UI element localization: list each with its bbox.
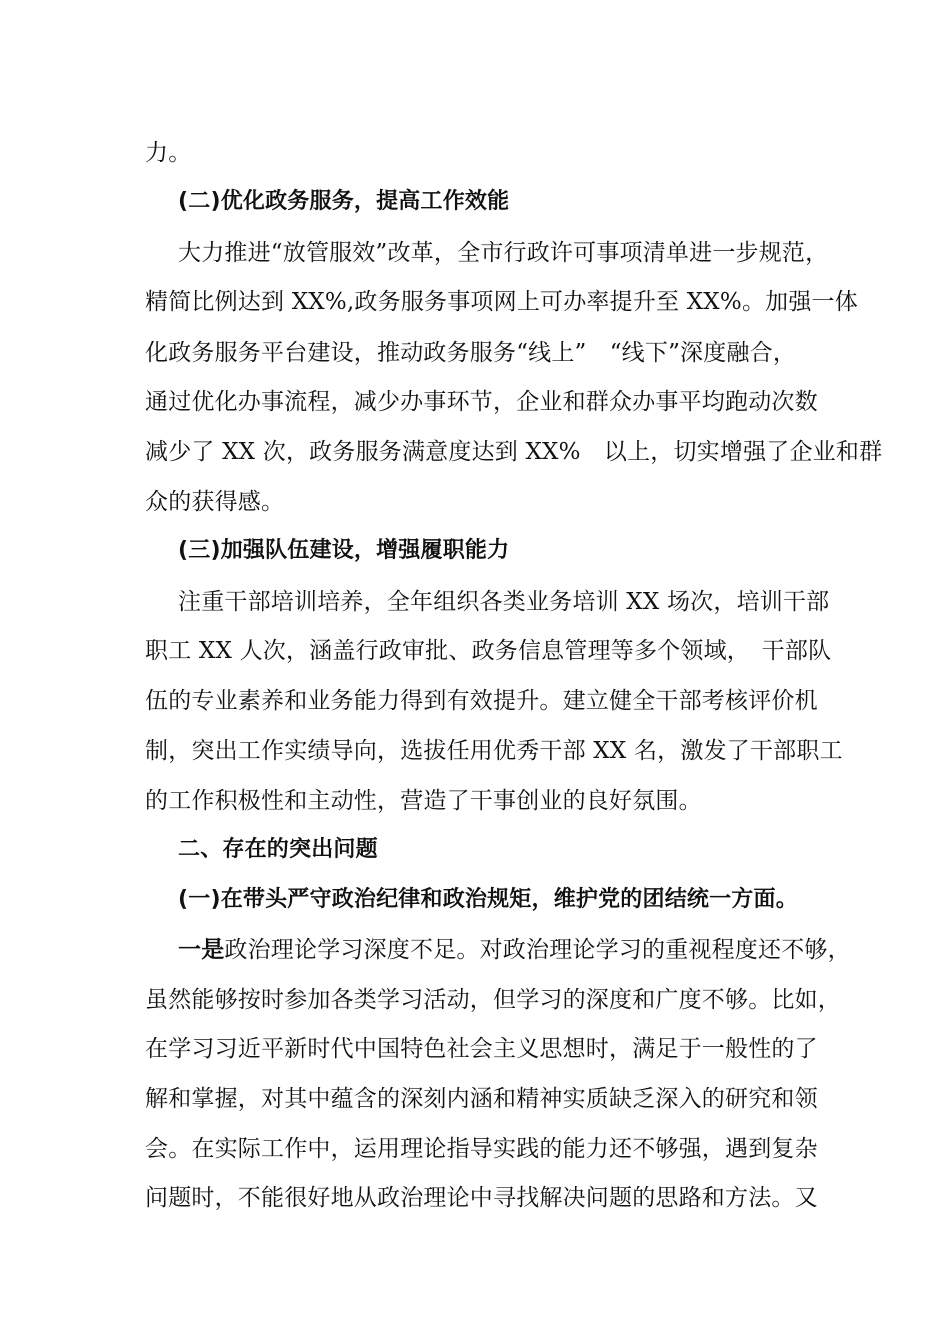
paragraph-line: 化政务服务平台建设，推动政务服务“线上” “线下”深度融合， xyxy=(145,340,797,366)
paragraph-line: 大力推进“放管服效”改革，全市行政许可事项清单进一步规范， xyxy=(178,240,829,266)
paragraph-line: 伍的专业素养和业务能力得到有效提升。建立健全干部考核评价机 xyxy=(145,688,818,714)
paragraph-line: 力。 xyxy=(145,140,192,166)
paragraph-line: 在学习习近平新时代中国特色社会主义思想时，满足于一般性的了 xyxy=(145,1036,818,1062)
emphasis-lead: 一是 xyxy=(178,937,225,963)
paragraph-line: 通过优化办事流程，减少办事环节，企业和群众办事平均跑动次数 xyxy=(145,389,818,415)
paragraph-line: 众的获得感。 xyxy=(145,489,285,515)
paragraph-line: 的工作积极性和主动性，营造了干事创业的良好氛围。 xyxy=(145,788,702,814)
paragraph-line: 解和掌握，对其中蕴含的深刻内涵和精神实质缺乏深入的研究和领 xyxy=(145,1086,818,1112)
paragraph-line: 会。在实际工作中，运用理论指导实践的能力还不够强，遇到复杂 xyxy=(145,1136,818,1162)
paragraph-line: 职工 XX 人次，涵盖行政审批、政务信息管理等多个领域， 干部队 xyxy=(145,638,832,664)
section-heading: (一)在带头严守政治纪律和政治规矩，维护党的团结统一方面。 xyxy=(178,887,798,912)
paragraph-line: 精简比例达到 XX%,政务服务事项网上可办率提升至 XX%。加强一体 xyxy=(145,289,858,315)
paragraph-text: 政治理论学习深度不足。对政治理论学习的重视程度还不够， xyxy=(224,937,851,963)
paragraph-line: 注重干部培训培养，全年组织各类业务培训 XX 场次，培训干部 xyxy=(178,589,830,615)
chapter-heading: 二、存在的突出问题 xyxy=(178,837,378,862)
section-heading: (二)优化政务服务，提高工作效能 xyxy=(178,189,510,214)
section-heading: (三)加强队伍建设，增强履职能力 xyxy=(178,538,510,563)
paragraph-line: 减少了 XX 次，政务服务满意度达到 XX% 以上，切实增强了企业和群 xyxy=(145,439,883,465)
paragraph-line: 制，突出工作实绩导向，选拔任用优秀干部 XX 名，激发了干部职工 xyxy=(145,738,843,764)
paragraph-line: 问题时，不能很好地从政治理论中寻找解决问题的思路和方法。又 xyxy=(145,1185,818,1211)
paragraph-line: 虽然能够按时参加各类学习活动，但学习的深度和广度不够。比如， xyxy=(145,987,841,1013)
paragraph-line xyxy=(178,935,851,965)
